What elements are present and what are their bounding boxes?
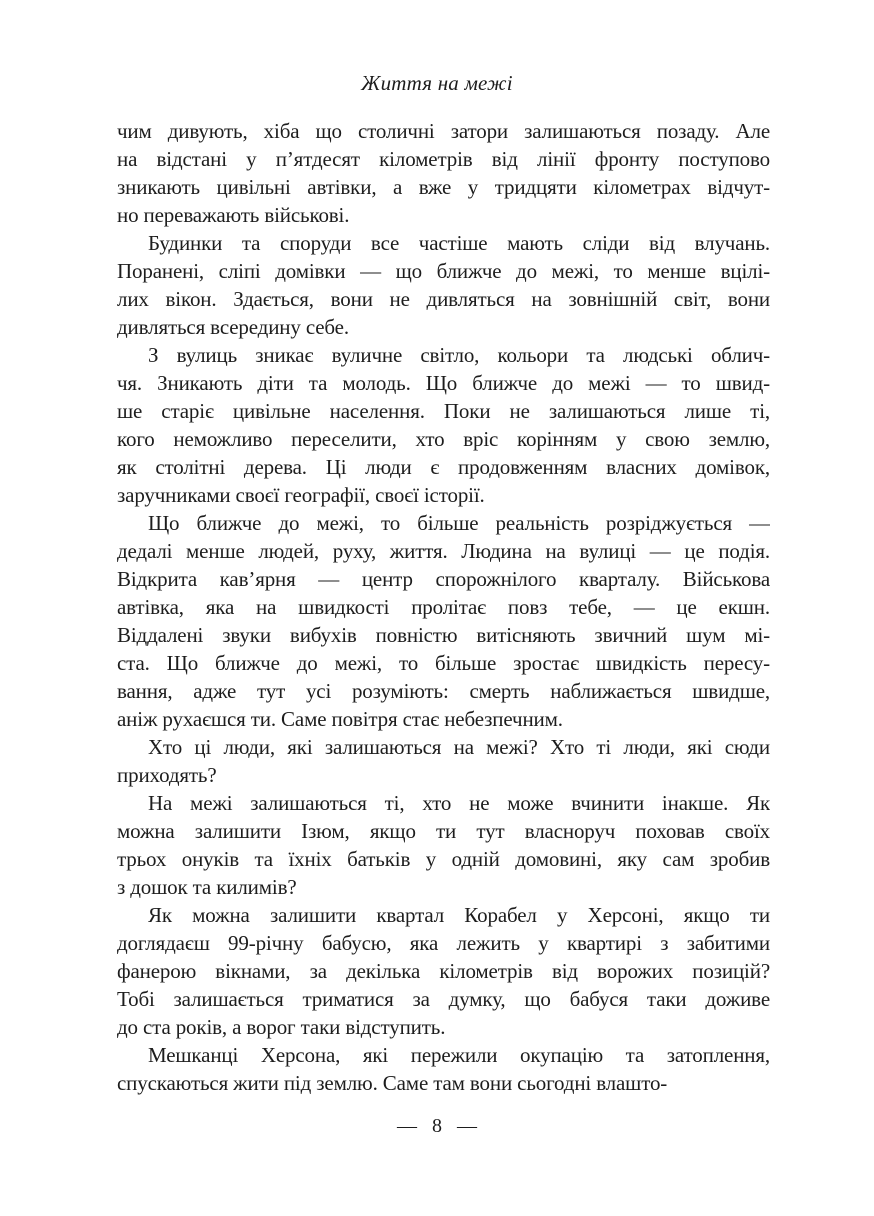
text-line: Віддалені звуки вибухів повністю витісняють звичний шум мі- [117,623,770,647]
text-line: На межі залишаються ті, хто не може вчинити інакше. Як [148,791,770,815]
running-head: Життя на межі [361,71,513,95]
text-line: до ста років, а ворог таки відступить. [117,1015,446,1039]
text-line: кого неможливо переселити, хто вріс корінням у свою землю, [117,427,770,451]
text-line: вання, адже тут усі розуміють: смерть наближається швидше, [117,679,770,703]
text-line: зникають цивільні автівки, а вже у тридцяти кілометрах відчут- [117,175,770,199]
text-line: ста. Що ближче до межі, то більше зростає швидкість пересу- [117,651,770,675]
text-line: Тобі залишається триматися за думку, що бабуся таки доживе [117,987,770,1011]
text-line: Мешканці Херсона, які пережили окупацію та затоплення, [148,1043,770,1067]
text-line: Хто ці люди, які залишаються на межі? Хто ті люди, які сюди [148,735,770,759]
text-line: доглядаєш 99-річну бабусю, яка лежить у квартирі з забитими [117,931,770,955]
text-line: Відкрита кав’ярня — центр спорожнілого кварталу. Військова [117,567,770,591]
text-line: Що ближче до межі, то більше реальність розріджується — [148,511,770,535]
text-line: трьох онуків та їхніх батьків у одній домовині, яку сам зробив [117,847,770,871]
text-line: фанерою вікнами, за декілька кілометрів від ворожих позицій? [117,959,770,983]
text-line: Поранені, сліпі домівки — що ближче до межі, то менше вцілі- [117,259,770,283]
text-line: дедалі менше людей, руху, життя. Людина на вулиці — це подія. [117,539,770,563]
body-text [117,117,770,1097]
text-line: лих вікон. Здається, вони не дивляться на зовнішній світ, вони [117,287,770,311]
text-line: автівка, яка на швидкості пролітає повз тебе, — це екшн. [117,595,770,619]
text-line: заручниками своєї географії, своєї історії. [117,483,485,507]
text-line: Як можна залишити квартал Корабел у Херсоні, якщо ти [148,903,770,927]
text-line: з дошок та килимів? [117,875,297,899]
text-line: дивляться всередину себе. [117,315,349,339]
text-line: на відстані у п’ятдесят кілометрів від лінії фронту поступово [117,147,770,171]
text-line: З вулиць зникає вуличне світло, кольори та людські облич- [148,343,770,367]
text-line: чим дивують, хіба що столичні затори залишаються позаду. Але [117,119,770,143]
text-line: спускаються жити під землю. Саме там вони сьогодні влашто- [117,1071,668,1095]
text-line: як столітні дерева. Ці люди є продовженням власних домівок, [117,455,770,479]
page-number: — 8 — [397,1115,477,1137]
text-line: чя. Зникають діти та молодь. Що ближче до межі — то швид- [117,371,770,395]
text-line: аніж рухаєшся ти. Саме повітря стає небезпечним. [117,707,563,731]
text-line: Будинки та споруди все частіше мають сліди від влучань. [148,231,770,255]
text-line: приходять? [117,763,217,787]
text-line: но переважають військові. [117,203,350,227]
text-line: можна залишити Ізюм, якщо ти тут власноруч поховав своїх [117,819,770,843]
text-line: ше старіє цивільне населення. Поки не залишаються лише ті, [117,399,770,423]
